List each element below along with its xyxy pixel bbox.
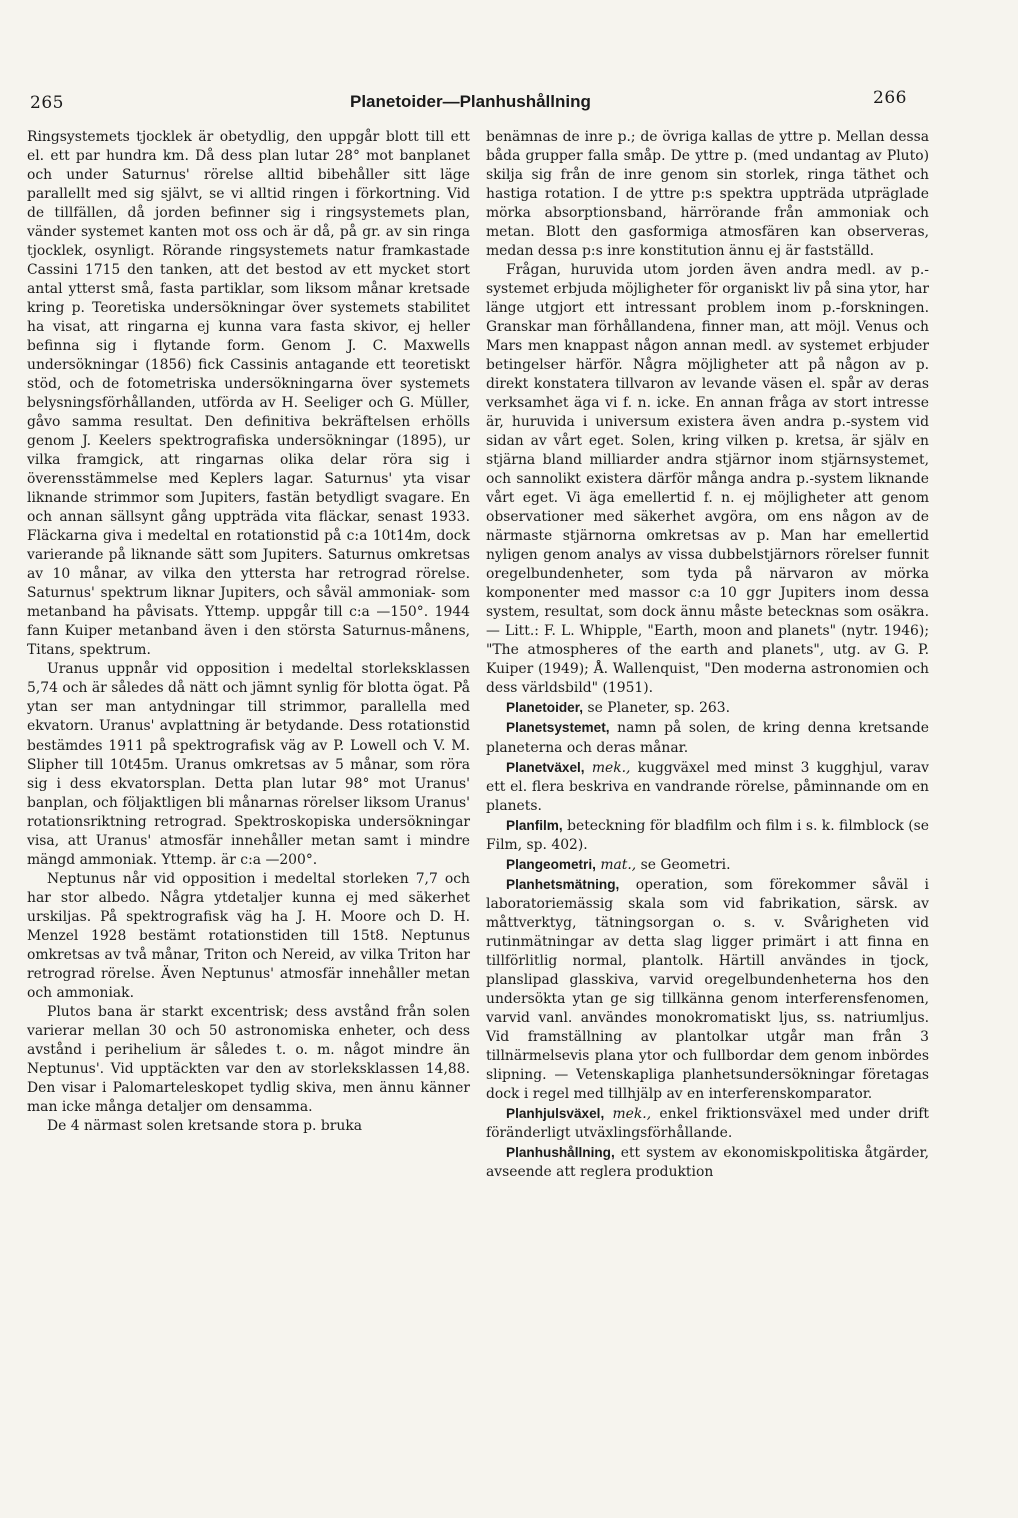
running-title: Planetoider—Planhushållning — [350, 92, 591, 111]
entry-planetoider — [486, 698, 929, 718]
entry-headword: Planhetsmätning, — [506, 876, 620, 892]
paragraph-saturn-rings: Ringsystemets tjocklek är obetydlig, den uppgår blott till ett el. ett par hundra km. Då dess plan lutar 28° mot banplanet och under Saturnus' rörelse alltid bibehåller sitt läge parallellt med sig självt, se vi alltid ringen i förkortning. Vid de tillfällen, då jorden befinner sig i ringsystemets plan, vänder systemet kanten mot oss och är då, på gr. av sin ringa tjocklek, osynligt. Rörande ringsystemets natur framkastade Cassini 1715 den tanken, att det bestod av ett mycket stort antal ytterst små, fasta partiklar, som liksom månar kretsade kring p. Teoretiska undersökningar över systemets stabilitet ha visat, att ringarna ej kunna vara fasta skivor, ej heller befinna sig i flytande form. Genom J. C. Maxwells undersökningar (1856) fick Cassinis antagande ett teoretiskt stöd, och de fotometriska undersökningarna över systemets belysningsförhållanden, utförda av H. Seeliger och G. Müller, gåvo samma resultat. Den definitiva bekräftelsen erhölls genom J. Keelers spektrografiska undersökningar (1895), ur vilka framgick, att ringarnas olika delar röra sig i överensstämmelse med Keplers lagar. Saturnus' yta visar liknande strimmor som Jupiters, fastän betydligt svagare. En och annan sällsynt gång uppträda vita fläckar, senast 1933. Fläckarna giva i medeltal en rotationstid på c:a 10t14m, dock varierande på liknande sätt som Jupiters. Saturnus omkretsas av 10 månar, av vilka den yttersta har retrograd rörelse. Saturnus' spektrum liknar Jupiters, och såväl ammoniak- som metanband ha påvisats. Yttemp. uppgår till c:a —150°. 1944 fann Kuiper metanband även i den största Saturnus-månens, Titans, spektrum. — [27, 129, 470, 659]
entry-planhushallning — [486, 1143, 929, 1182]
right-column — [486, 128, 929, 1182]
entry-text: namn på solen, de kring denna kretsande planeterna och deras månar. — [486, 720, 930, 756]
page-number-right: 266 — [873, 88, 907, 108]
entry-planfilm — [486, 816, 929, 855]
entry-text: operation, som förekommer såväl i laboratoriemässig skala som vid fabrikation, särsk. av måttverktyg, tätningsorgan o. s. v. Svårigheten vid rutinmätningar av detta slag ligger primärt i att finna en tillförlitlig normal, plantolk. Härtill användes in tjock, planslipad glasskiva, varvid oregelbundenheterna hos den undersökta ytan ge sig tillkänna genom interferensfenomen, varvid vanl. användes monokromatiskt ljus, ss. natriumljus. Vid framställning av plantolkar utgår man från 3 tillnärmelsevis plana ytor och fullbordar dem genom inbördes slipning. — Vetenskapliga planhetsundersökningar företagas dock i regel med tillhjälp av en interferenskomparator. — [486, 876, 929, 1102]
paragraph-neptune: Neptunus når vid opposition i medeltal storleken 7,7 och har stor albedo. Några ytdetaljer kunna ej med säkerhet urskiljas. På spektrografisk väg ha J. H. Moore och D. H. Menzel 1928 bestämt rotationstiden till 15t8. Neptunus omkretsas av två månar, Triton och Nereid, av vilka Triton har retrograd rörelse. Även Neptunus' atmosfär innehåller metan och ammoniak. — [27, 870, 470, 1001]
entry-headword: Plangeometri, — [506, 856, 596, 872]
entry-text: kuggväxel med minst 3 kugghjul, varav ett el. flera beskriva en vandrande rörelse, påminnande om en planets. — [486, 759, 929, 814]
entry-domain-tag: mek., — [591, 759, 631, 776]
entry-text: beteckning för bladfilm och film i s. k. filmblock (se Film, sp. 402). — [486, 817, 930, 853]
paragraph-outer-planets: benämnas de inre p.; de övriga kallas de yttre p. Mellan dessa båda grupper falla småp. De yttre p. (med undantag av Pluto) skilja sig från de inre genom sin storlek, ringa täthet och hastiga rotation. I de yttre p:s spektra uppträda utpräglade mörka absorptionsband, härrörande från ammoniak och metan. Blott den gasformiga atmosfären kan observeras, medan dessa p:s inre konstitution ännu ej är fastställd. — [486, 129, 929, 260]
paragraph-pluto: Plutos bana är starkt excentrisk; dess avstånd från solen varierar mellan 30 och 50 astronomiska enheter, och dess avstånd i perihelium är således t. o. m. något mindre än Neptunus'. Vid upptäckten var den av storleksklassen 14,88. Den visar i Palomarteleskopet tydlig skiva, men ännu känner man icke många detaljer om densamma. — [27, 1003, 470, 1115]
entry-headword: Planetväxel, — [506, 759, 585, 775]
entry-headword: Planhjulsväxel, — [506, 1105, 605, 1121]
entry-plangeometri — [486, 855, 929, 875]
entry-domain-tag: mat., — [600, 856, 637, 873]
entry-text: enkel friktionsväxel med under drift föränderligt utväxlingsförhållande. — [486, 1105, 930, 1141]
entry-text: se Geometri. — [640, 856, 731, 873]
page-number-left: 265 — [30, 93, 64, 113]
paragraph-uranus: Uranus uppnår vid opposition i medeltal storleksklassen 5,74 och är således då nätt och jämnt synlig för blotta ögat. På ytan ser man antydningar till strimmor, parallella med ekvatorn. Uranus' avplattning är betydande. Dess rotationstid bestämdes 1911 på spektrografisk väg av P. Lowell och V. M. Slipher till 10t45m. Uranus omkretsas av 5 månar, som röra sig i dess ekvatorsplan. Detta plan lutar 98° mot Uranus' banplan, och följaktligen bli månarnas rörelser liksom Uranus' rotationsriktning retrograd. Spektroskopiska undersökningar visa, att Uranus' atmosfär innehåller metan samt i mindre mängd ammoniak. Yttemp. är c:a —200°. — [27, 661, 470, 868]
entry-planhjulsvaxel — [486, 1104, 929, 1143]
paragraph-inner-planets: De 4 närmast solen kretsande stora p. bruka — [47, 1117, 363, 1134]
entry-headword: Planetoider, — [506, 700, 584, 716]
entry-headword: Planetsystemet, — [506, 720, 610, 736]
entry-headword: Planfilm, — [506, 817, 563, 833]
entry-text: se Planeter, sp. 263. — [587, 700, 731, 717]
entry-headword: Planhushållning, — [506, 1144, 615, 1160]
entry-planetvaxel — [486, 758, 929, 816]
entry-planhetsmatning — [486, 875, 929, 1104]
entry-planetsystemet — [486, 718, 929, 757]
entry-text: ett system av ekonomiskpolitiska åtgärder, avseende att reglera produktion — [486, 1144, 929, 1180]
left-column — [27, 128, 470, 1136]
paragraph-organic-life: Frågan, huruvida utom jorden även andra medl. av p.-systemet erbjuda möjligheter för organiskt liv på sina ytor, har länge utgjort ett intressant problem inom p.-forskningen. Granskar man förhållandena, finner man, att möjl. Venus och Mars men knappast någon annan medl. av systemet erbjuder betingelser härför. Några möjligheter att på någon av p. direkt konstatera tillvaron av levande väsen el. spår av deras verksamhet äga vi f. n. icke. En annan fråga av stort intresse är, huruvida i universum existera även andra p.-system vid sidan av vårt eget. Solen, kring vilken p. kretsa, är själv en stjärna bland milliarder andra stjärnor inom stjärnsystemet, och sannolikt existera därför många andra p.-system liknande vårt eget. Vi äga emellertid f. n. ej möjligheter att genom observationer med säkerhet avgöra, om ens någon av de närmaste stjärnorna omkretsas av p. Man har emellertid nyligen genom analys av vissa dubbelstjärnors rörelser funnit oregelbundenheter, som tyda på närvaron av mörka komponenter med massor c:a 10 ggr Jupiters inom dessa system, resultat, som dock ännu måste betecknas som osäkra. — Litt.: F. L. Whipple, "Earth, moon and planets" (nytr. 1946); "The atmospheres of the earth and planets", utg. av G. P. Kuiper (1949); Å. Wallenquist, "Den moderna astronomien och dess världsbild" (1951). — [486, 262, 929, 697]
entry-domain-tag: mek., — [612, 1105, 652, 1122]
